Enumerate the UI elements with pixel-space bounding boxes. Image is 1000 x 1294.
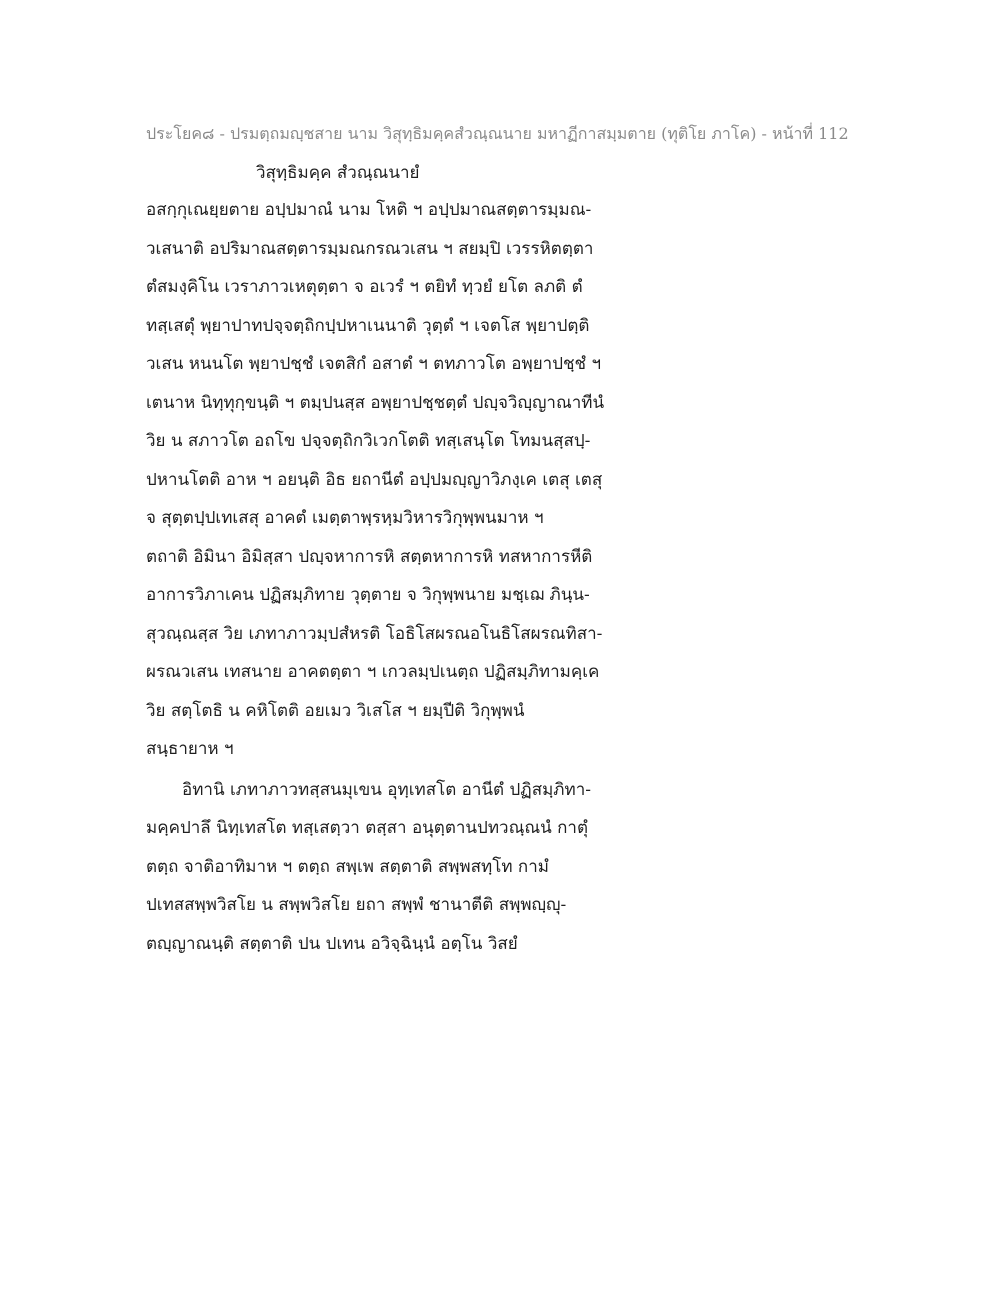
text-line: จ สุตฺตปฺปเทเสสุ อาคตํ เมตฺตาพฺรหฺมวิหารวิกุพฺพนมาห ฯ [146, 508, 544, 528]
text-line: ผรณวเสน เทสนาย อาคตตฺตา ฯ เกวลมฺปเนตฺถ ปฏิสมฺภิทามคฺเค [146, 662, 600, 682]
text-line: ปหานโตติ อาห ฯ อยนฺติ อิธ ยถานีตํ อปฺปมญฺญาวิภงฺเค เตสุ เตสุ [146, 469, 603, 490]
paragraph-2 [146, 776, 686, 969]
text-line: ปเทสสพฺพวิสโย น สพฺพวิสโย ยถา สพฺพํ ชานาตีติ สพฺพญฺญุ- [146, 895, 567, 915]
text-line: มคฺคปาลึ นิทฺเทสโต ทสฺเสตฺวา ตสฺสา อนุตฺตานปทวณฺณนํ กาตุํ [146, 818, 589, 838]
text-line: วเสน หนนโต พฺยาปชฺชํ เจตสิกํ อสาตํ ฯ ตทภาวโต อพฺยาปชฺชํ ฯ [146, 354, 602, 374]
text-line: ตญฺญาณนฺติ สตฺตาติ ปน ปเทน อวิจฺฉินฺนํ อตฺโน วิสยํ [146, 933, 518, 954]
page-subtitle: วิสุทฺธิมคฺค สํวณฺณนายํ [256, 163, 420, 183]
text-line: อสกฺกุเณยฺยตาย อปฺปมาณํ นาม โหติ ฯ อปฺปมาณสตฺตารมฺมณ- [146, 200, 592, 220]
text-line: ตํสมงฺคิโน เวราภาวเหตุตฺตา จ อเวรํ ฯ ตยิทํ ทฺวยํ ยโต ลภติ ตํ [146, 277, 583, 297]
text-line: เตนาห นิทฺทุกฺขนฺติ ฯ ตมฺปนสฺส อพฺยาปชฺชตฺตํ ปญฺจวิญฺญาณาทีนํ [146, 392, 605, 413]
text-line: วิย น สภาวโต อถโข ปจฺจตฺถิกวิเวกโตติ ทสฺเสนฺโต โทมนสฺสปฺ- [146, 431, 591, 451]
text-line: วิย สตฺโตธิ น คหิโตติ อยเมว วิเสโส ฯ ยมฺปีติ วิกุพฺพนํ [146, 700, 525, 721]
text-line: สนฺธายาห ฯ [146, 739, 234, 759]
text-line: สุวณฺณสฺส วิย เภทาภาวมฺปสํหรติ โอธิโสผรณอโนธิโสผรณทิสา- [146, 623, 603, 644]
running-header: ประโยค๘ - ปรมตฺถมญฺชสาย นาม วิสุทฺธิมคฺคสํวณฺณนาย มหาฏีกาสมฺมตาย (ทุติโย ภาโค) - หน้าที่ 112 [146, 124, 849, 143]
body-text [146, 196, 686, 968]
text-line: ตถาติ อิมินา อิมิสฺสา ปญฺจหาการหิ สตฺตหาการหิ ทสหาการหีติ [146, 546, 593, 567]
text-line: วเสนาติ อปริมาณสตฺตารมฺมณกรณวเสน ฯ สยมฺปิ เวรรหิตตฺตา [146, 238, 594, 259]
paragraph-1 [146, 196, 686, 774]
text-line: ทสฺเสตุํ พฺยาปาทปจฺจตฺถิกปฺปหาเนนาติ วุตฺตํ ฯ เจตโส พฺยาปตฺติ [146, 315, 590, 336]
text-line: อาการวิภาเคน ปฏิสมฺภิทาย วุตฺตาย จ วิกุพฺพนาย มชฺเฌ ภินฺน- [146, 585, 590, 605]
text-line: ตตฺถ จาติอาทิมาห ฯ ตตฺถ สพฺเพ สตฺตาติ สพฺพสทฺโท กามํ [146, 856, 549, 877]
text-line: อิทานิ เภทาภาวทสฺสนมุเขน อุทฺเทสโต อานีตํ ปฏิสมฺภิทา- [182, 779, 591, 800]
